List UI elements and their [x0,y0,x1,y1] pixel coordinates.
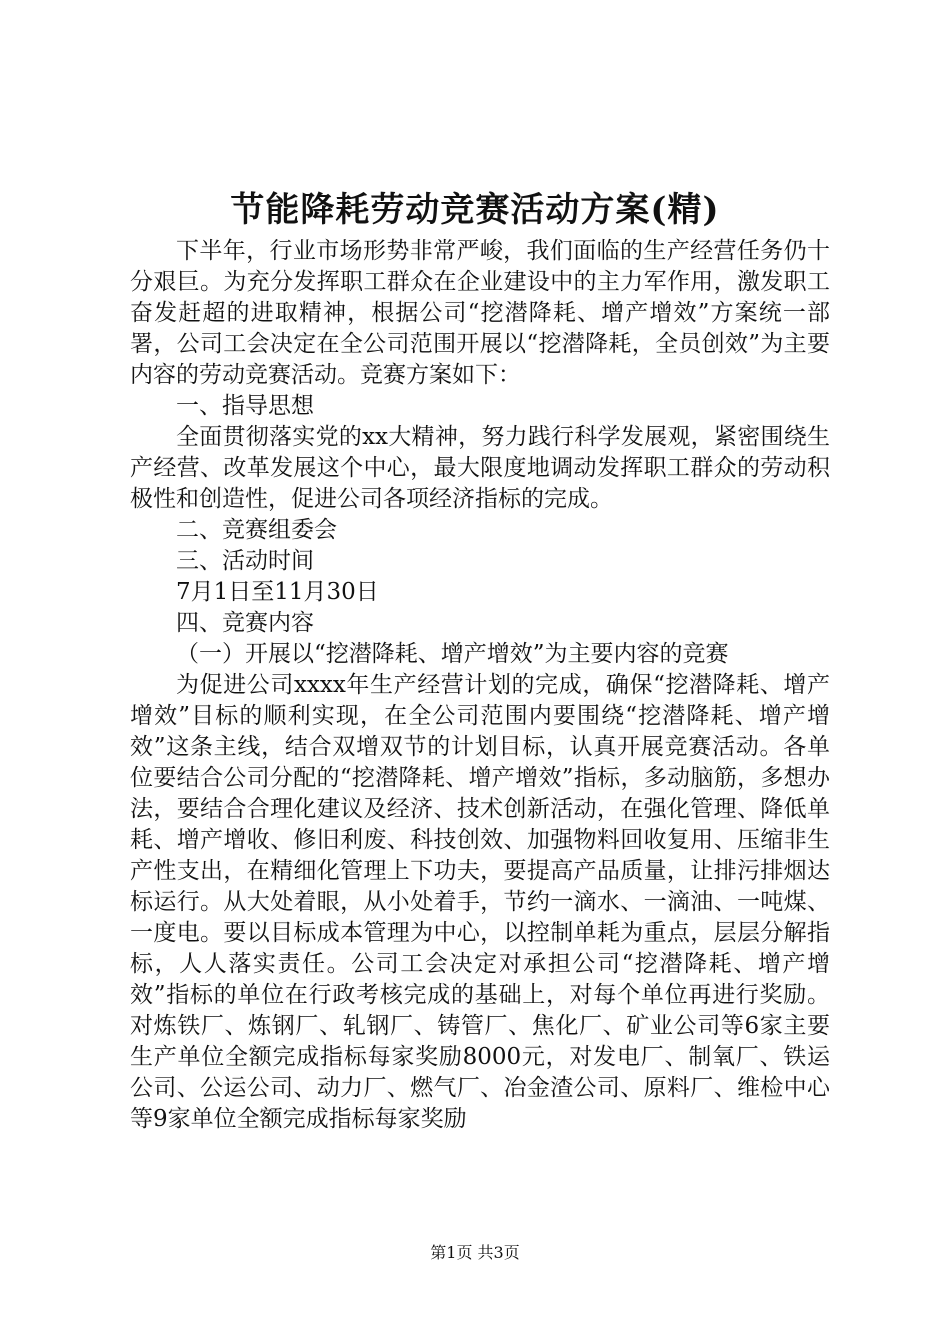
page-footer: 第1页 共3页 [430,1243,520,1262]
body-paragraph: 下半年，行业市场形势非常严峻，我们面临的生产经营任务仍十分艰巨。为充分发挥职工群众在企业建设中的主力军作用，激发职工奋发赶超的进取精神，根据公司“挖潜降耗、增产增效”方案统一部署，公司工会决定在全公司范围开展以“挖潜降耗，全员创效”为主要内容的劳动竞赛活动。竞赛方案如下： [130,238,830,388]
section-heading: 三、活动时间 [176,548,314,574]
section-heading: 二、竞赛组委会 [176,517,337,543]
body-paragraph: 全面贯彻落实党的xx大精神，努力践行科学发展观，紧密围绕生产经营、改革发展这个中心，最大限度地调动发挥职工群众的劳动积极性和创造性，促进公司各项经济指标的完成。 [130,424,830,512]
document-title: 节能降耗劳动竞赛活动方案(精) [230,190,720,230]
section-heading: （一）开展以“挖潜降耗、增产增效”为主要内容的竞赛 [176,641,729,667]
body-paragraph: 7月1日至11月30日 [176,579,379,605]
body-paragraph: 为促进公司xxxx年生产经营计划的完成，确保“挖潜降耗、增产增效”目标的顺利实现，在全公司范围内要围绕“挖潜降耗、增产增效”这条主线，结合双增双节的计划目标，认真开展竞赛活动。各单位要结合公司分配的“挖潜降耗、增产增效”指标，多动脑筋，多想办法，要结合合理化建议及经济、技术创新活动，在强化管理、降低单耗、增产增收、修旧利废、科技创效、加强物料回收复用、压缩非生产性支出，在精细化管理上下功夫，要提高产品质量，让排污排烟达标运行。从大处着眼，从小处着手，节约一滴水、一滴油、一吨煤、一度电。要以目标成本管理为中心，以控制单耗为重点，层层分解指标，人人落实责任。公司工会决定对承担公司“挖潜降耗、增产增效”指标的单位在行政考核完成的基础上，对每个单位再进行奖励。对炼铁厂、炼钢厂、轧钢厂、铸管厂、焦化厂、矿业公司等6家主要生产单位全额完成指标每家奖励8000元，对发电厂、制氧厂、铁运公司、公运公司、动力厂、燃气厂、冶金渣公司、原料厂、维检中心等9家单位全额完成指标每家奖励 [130,672,830,1132]
section-heading: 四、竞赛内容 [176,610,314,636]
document-body [130,236,830,1135]
section-heading: 一、指导思想 [176,393,314,419]
